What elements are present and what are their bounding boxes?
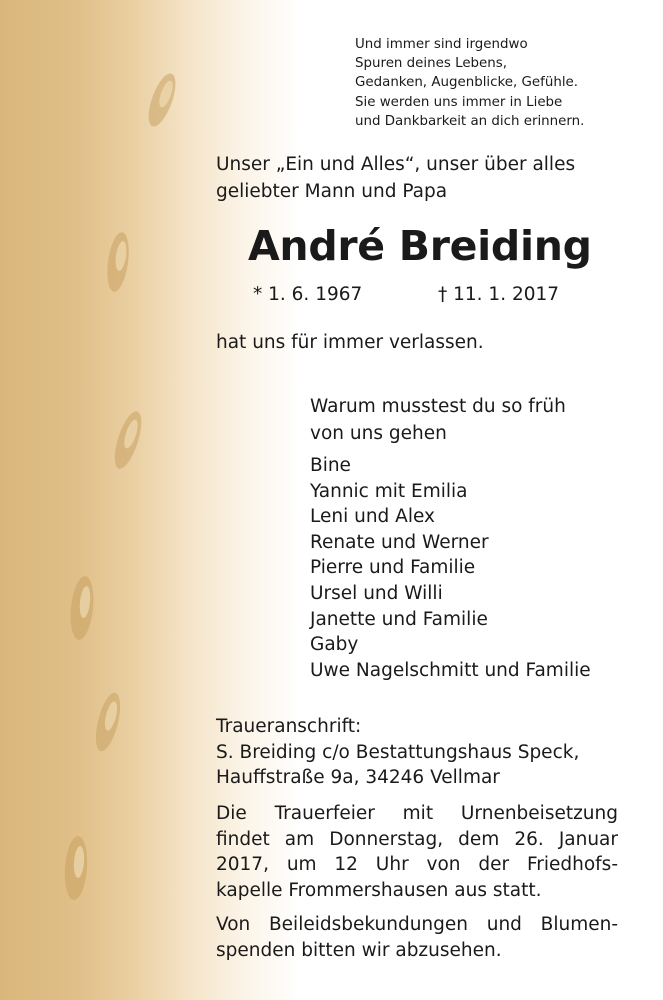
poem-line: und Dankbarkeit an dich erinnern. <box>355 113 585 129</box>
why-line: Warum musstest du so früh <box>310 396 566 417</box>
mourner-item: Janette und Familie <box>310 608 488 630</box>
poem-line: Sie werden uns immer in Liebe <box>355 94 563 110</box>
death-date: † 11. 1. 2017 <box>438 284 560 305</box>
why-text <box>310 393 566 447</box>
why-line: von uns gehen <box>310 423 447 444</box>
mourner-item: Gaby <box>310 634 359 656</box>
intro-line: geliebter Mann und Papa <box>216 181 448 202</box>
address-label: Traueranschrift: <box>216 716 362 737</box>
funeral-line: Die Trauerfeier mit Urnenbeisetzung <box>216 803 618 824</box>
mourner-item: Pierre und Familie <box>310 557 476 579</box>
condolences-note <box>216 912 618 963</box>
deceased-name: André Breiding <box>248 222 592 270</box>
mourner-item: Uwe Nagelschmitt und Familie <box>310 659 591 681</box>
funeral-notice <box>216 801 618 903</box>
mourner-item: Yannic mit Emilia <box>310 480 468 502</box>
poem-line: Spuren deines Lebens, <box>355 56 508 72</box>
condolences-line: Von Beileidsbekundungen und Blumen- <box>216 914 618 935</box>
intro-text <box>216 151 575 205</box>
address-line-1: S. Breiding c/o Bestattungshaus Speck, <box>216 741 580 763</box>
passed-away-text: hat uns für immer verlassen. <box>216 332 484 353</box>
mourner-item: Bine <box>310 455 351 476</box>
mourners-list <box>310 453 591 683</box>
mourner-item: Renate und Werner <box>310 531 489 553</box>
poem-line: Gedanken, Augenblicke, Gefühle. <box>355 75 579 91</box>
funeral-line: kapelle Frommershausen aus statt. <box>216 879 542 901</box>
condolences-line: spenden bitten wir abzusehen. <box>216 939 502 961</box>
mourner-item: Leni und Alex <box>310 506 435 528</box>
poem <box>355 35 584 131</box>
address-line-2: Hauffstraße 9a, 34246 Vellmar <box>216 767 500 789</box>
intro-line: Unser „Ein und Alles“, unser über alles <box>216 154 576 175</box>
mourner-item: Ursel und Willi <box>310 582 443 604</box>
poem-line: Und immer sind irgendwo <box>355 37 528 52</box>
funeral-line: 2017, um 12 Uhr von der Friedhofs- <box>216 854 618 876</box>
birth-date: * 1. 6. 1967 <box>253 284 363 305</box>
funeral-line: findet am Donnerstag, dem 26. Januar <box>216 828 618 850</box>
mourning-address <box>216 714 579 791</box>
